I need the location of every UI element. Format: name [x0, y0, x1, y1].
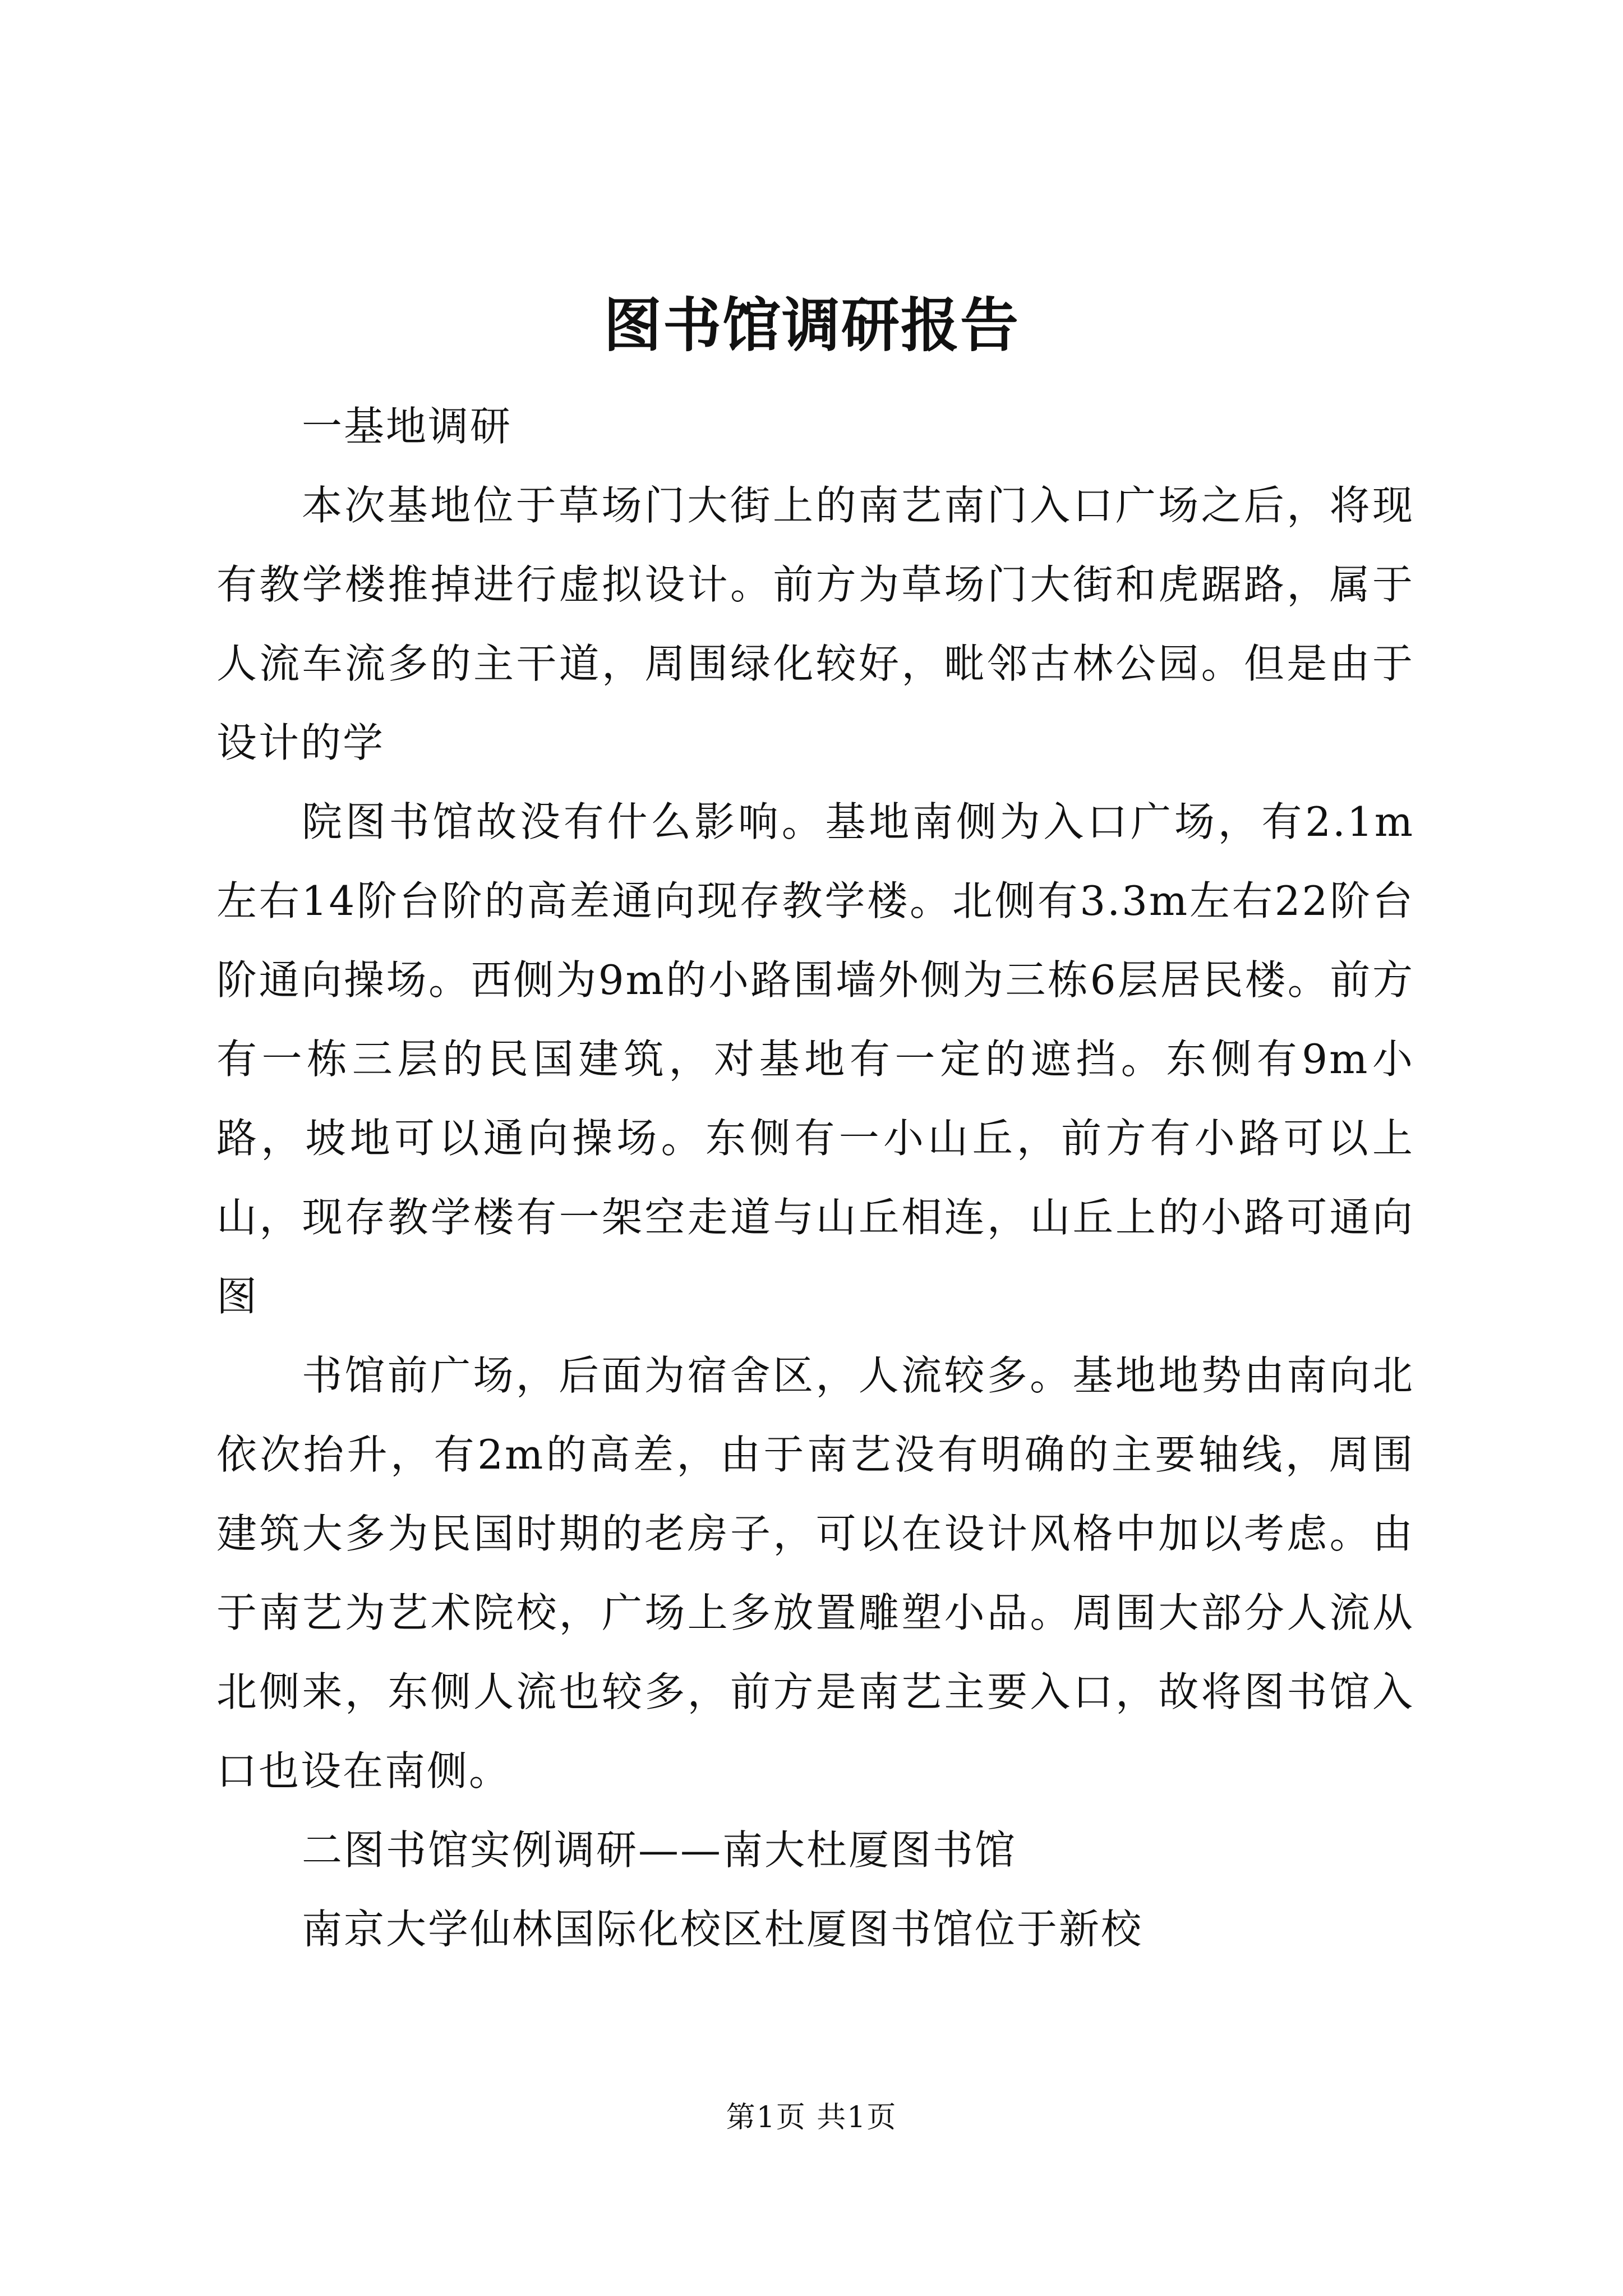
paragraph-site-terrain: 书馆前广场，后面为宿舍区，人流较多。基地地势由南向北依次抬升，有2m的高差，由于南艺没有明确的主要轴线，周围建筑大多为民国时期的老房子，可以在设计风格中加以考虑。由于南艺为艺术院校，广场上多放置雕塑小品。周围大部分人流从北侧来，东侧人流也较多，前方是南艺主要入口，故将图书馆入口也设在南侧。: [216, 1352, 1414, 1795]
paragraph-site-location: 本次基地位于草场门大街上的南艺南门入口广场之后，将现有教学楼推掉进行虚拟设计。前方为草场门大街和虎踞路，属于人流车流多的主干道，周围绿化较好，毗邻古林公园。但是由于设计的学: [216, 482, 1414, 766]
paragraph-case-study-intro: 南京大学仙林国际化校区杜厦图书馆位于新校: [302, 1906, 1144, 1953]
section-heading-site-survey: 一基地调研: [302, 403, 513, 450]
paragraph-site-surroundings: 院图书馆故没有什么影响。基地南侧为入口广场，有2.1m左右14阶台阶的高差通向现存教学楼。北侧有3.3m左右22阶台阶通向操场。西侧为9m的小路围墙外侧为三栋6层居民楼。前方有一栋三层的民国建筑，对基地有一定的遮挡。东侧有9m小路，坡地可以通向操场。东侧有一小山丘，前方有小路可以上山，现存教学楼有一架空走道与山丘相连，山丘上的小路可通向图: [216, 798, 1414, 1320]
section-heading-library-case-study: 二图书馆实例调研——南大杜厦图书馆: [302, 1826, 1017, 1874]
document-body: [216, 387, 1414, 1969]
document-title: 图书馆调研报告: [603, 291, 1020, 360]
page-footer: 第1页 共1页: [726, 2101, 897, 2134]
